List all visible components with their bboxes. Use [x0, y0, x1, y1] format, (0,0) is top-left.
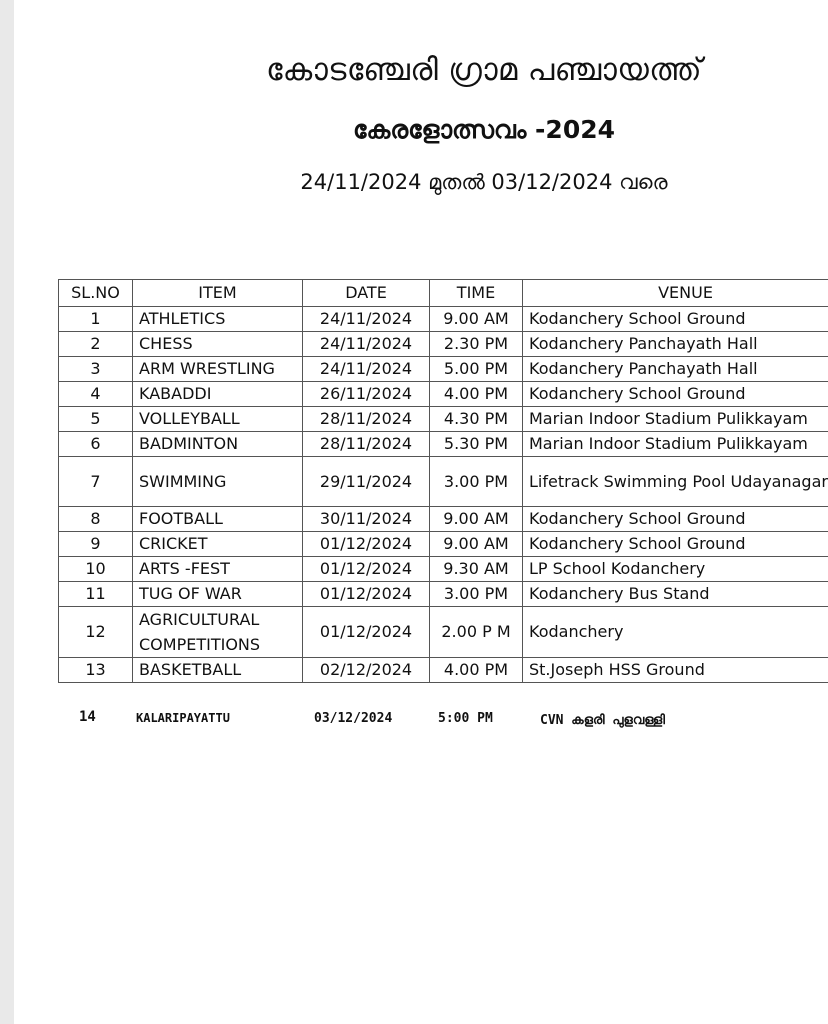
extra-item: KALARIPAYATTU — [136, 711, 230, 725]
cell-item: BASKETBALL — [133, 658, 303, 683]
cell-date: 30/11/2024 — [303, 507, 430, 532]
cell-item: CHESS — [133, 332, 303, 357]
cell-item: ATHLETICS — [133, 307, 303, 332]
table-row — [59, 332, 828, 357]
cell-item: AGRICULTURAL COMPETITIONS — [133, 607, 303, 658]
cell-venue: St.Joseph HSS Ground — [523, 658, 828, 683]
col-header-venue: VENUE — [523, 280, 828, 307]
table-row — [59, 532, 828, 557]
table-row — [59, 582, 828, 607]
cell-venue: LP School Kodanchery — [523, 557, 828, 582]
cell-venue: Kodanchery School Ground — [523, 532, 828, 557]
cell-venue: Kodanchery School Ground — [523, 382, 828, 407]
col-header-date: DATE — [303, 280, 430, 307]
extra-slno: 14 — [79, 709, 96, 725]
table-row — [59, 382, 828, 407]
cell-time: 9.00 AM — [430, 307, 523, 332]
table-row — [59, 557, 828, 582]
cell-time: 4.30 PM — [430, 407, 523, 432]
cell-slno: 11 — [59, 582, 133, 607]
cell-time: 2.00 P M — [430, 607, 523, 658]
cell-venue: Kodanchery School Ground — [523, 507, 828, 532]
table-row — [59, 307, 828, 332]
extra-time: 5:00 PM — [438, 711, 493, 726]
cell-time: 9.00 AM — [430, 532, 523, 557]
event-title: കേരളോത്സവം -2024 — [352, 115, 616, 144]
cell-venue: Marian Indoor Stadium Pulikkayam — [523, 407, 828, 432]
cell-slno: 5 — [59, 407, 133, 432]
cell-date: 24/11/2024 — [303, 357, 430, 382]
cell-item: FOOTBALL — [133, 507, 303, 532]
cell-item: TUG OF WAR — [133, 582, 303, 607]
table-row — [59, 457, 828, 507]
cell-slno: 9 — [59, 532, 133, 557]
cell-venue: Kodanchery Bus Stand — [523, 582, 828, 607]
cell-time: 5.30 PM — [430, 432, 523, 457]
cell-date: 01/12/2024 — [303, 532, 430, 557]
cell-date: 29/11/2024 — [303, 457, 430, 507]
cell-venue: Kodanchery Panchayath Hall — [523, 357, 828, 382]
cell-venue: Lifetrack Swimming Pool Udayanagar — [523, 457, 828, 507]
cell-time: 9.00 AM — [430, 507, 523, 532]
cell-item: ARTS -FEST — [133, 557, 303, 582]
cell-item: KABADDI — [133, 382, 303, 407]
cell-item: ARM WRESTLING — [133, 357, 303, 382]
cell-slno: 13 — [59, 658, 133, 683]
cell-time: 3.00 PM — [430, 457, 523, 507]
cell-item: VOLLEYBALL — [133, 407, 303, 432]
table-row — [59, 432, 828, 457]
cell-slno: 4 — [59, 382, 133, 407]
document-page — [14, 0, 828, 1024]
cell-time: 4.00 PM — [430, 382, 523, 407]
schedule-table — [58, 279, 828, 683]
table-header-row — [59, 280, 828, 307]
cell-slno: 3 — [59, 357, 133, 382]
col-header-slno: SL.NO — [59, 280, 133, 307]
cell-date: 24/11/2024 — [303, 307, 430, 332]
col-header-item: ITEM — [133, 280, 303, 307]
cell-venue: Kodanchery School Ground — [523, 307, 828, 332]
col-header-time: TIME — [430, 280, 523, 307]
extra-venue: CVN കളരി പുളവള്ളി — [540, 713, 665, 728]
cell-date: 28/11/2024 — [303, 407, 430, 432]
cell-slno: 12 — [59, 607, 133, 658]
event-date-range: 24/11/2024 മുതൽ 03/12/2024 വരെ — [300, 170, 668, 194]
cell-venue: Kodanchery Panchayath Hall — [523, 332, 828, 357]
table-row — [59, 357, 828, 382]
table-row — [59, 607, 828, 658]
cell-date: 01/12/2024 — [303, 582, 430, 607]
panchayath-title: കോടഞ്ചേരി ഗ്രാമ പഞ്ചായത്ത് — [265, 52, 702, 88]
extra-date: 03/12/2024 — [314, 711, 393, 726]
cell-time: 9.30 AM — [430, 557, 523, 582]
cell-time: 5.00 PM — [430, 357, 523, 382]
cell-time: 2.30 PM — [430, 332, 523, 357]
cell-date: 26/11/2024 — [303, 382, 430, 407]
table-row — [59, 658, 828, 683]
cell-venue: Kodanchery — [523, 607, 828, 658]
cell-slno: 2 — [59, 332, 133, 357]
cell-item: CRICKET — [133, 532, 303, 557]
cell-time: 4.00 PM — [430, 658, 523, 683]
cell-time: 3.00 PM — [430, 582, 523, 607]
cell-slno: 1 — [59, 307, 133, 332]
cell-date: 02/12/2024 — [303, 658, 430, 683]
cell-slno: 6 — [59, 432, 133, 457]
cell-slno: 7 — [59, 457, 133, 507]
cell-date: 28/11/2024 — [303, 432, 430, 457]
cell-item: SWIMMING — [133, 457, 303, 507]
cell-slno: 10 — [59, 557, 133, 582]
cell-venue: Marian Indoor Stadium Pulikkayam — [523, 432, 828, 457]
cell-date: 01/12/2024 — [303, 607, 430, 658]
table-row — [59, 407, 828, 432]
cell-slno: 8 — [59, 507, 133, 532]
cell-item: BADMINTON — [133, 432, 303, 457]
cell-date: 01/12/2024 — [303, 557, 430, 582]
table-row — [59, 507, 828, 532]
cell-date: 24/11/2024 — [303, 332, 430, 357]
